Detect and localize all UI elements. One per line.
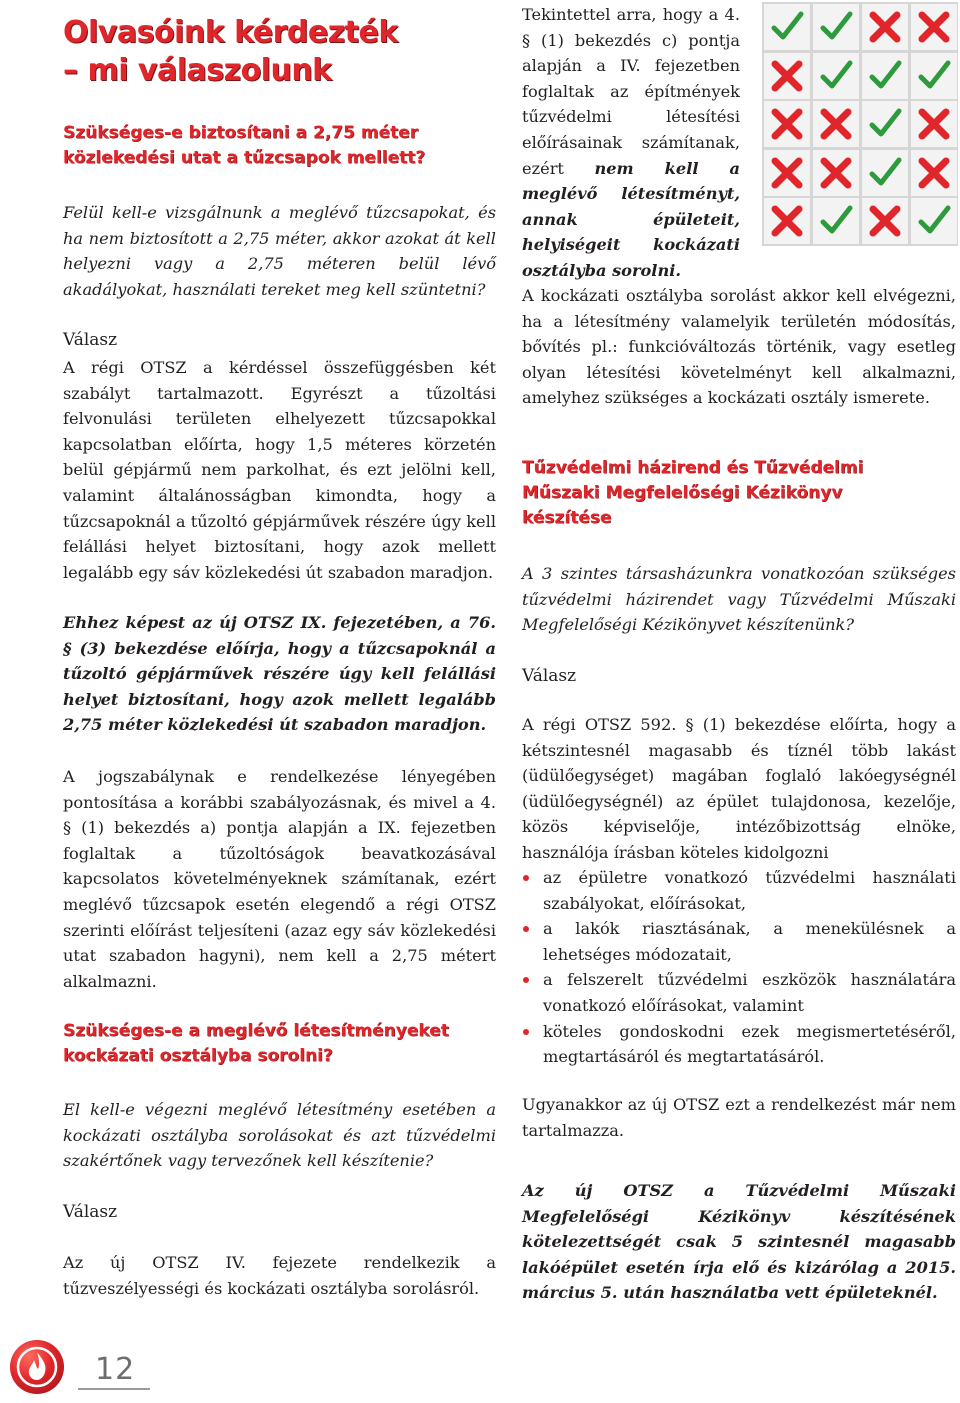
q1-question: Felül kell-e vizsgálnunk a meglévő tűzcsapokat, és ha nem biztosított a 2,75 méter, akkor azokat át kell helyezni vagy a 2,75 méteren belül lévő akadályokat, használati tereket meg kell szüntetni? [63,203,496,299]
list-item: az épületre vonatkozó tűzvédelmi használati szabályokat, előírásokat, [522,865,956,916]
grid-cell [764,198,810,244]
cross-icon [865,201,905,241]
footer-rule [78,1388,150,1390]
q2-answer-paragraph-2 [522,2,740,284]
cross-icon [816,104,856,144]
grid-cell [862,101,908,147]
cross-icon [767,153,807,193]
grid-cell [911,150,957,196]
grid-cell [764,4,810,50]
page-title-line1: Olvasóink kérdezték [63,15,398,50]
cross-icon [914,153,954,193]
q1-answer-paragraph-2: Ehhez képest az új OTSZ IX. fejezetében, a 76. § (3) bekezdése előírja, hogy a tűzcsapoknál a tűzoltó gépjárművek részére úgy kell felállási helyet biztosítani, hogy azok mellett legalább 2,75 méter közlekedési út szabadon maradjon. [63,613,496,735]
q3-bullet-list [522,865,956,1070]
cross-icon [914,7,954,47]
grid-cell [911,198,957,244]
grid-cell [813,4,859,50]
q3-answer-paragraph-3: Az új OTSZ a Tűzvédelmi Műszaki Megfelelőségi Kézikönyv készítésének kötelezettségét csak 5 szintesnél magasabb lakóépület esetén írja elő és kizárólag a 2015. március 5. után használatba vett épületeknél. [522,1181,956,1303]
q3-answer-paragraph-2: Ugyanakkor az új OTSZ ezt a rendelkezést már nem tartalmazza. [522,1095,956,1140]
grid-cell [813,198,859,244]
q2-question: El kell-e végezni meglévő létesítmény esetében a kockázati osztályba sorolásokat és azt tűzvédelmi szakértőnek vagy tervezőnek kell készítenie? [63,1100,496,1171]
grid-cell [813,101,859,147]
grid-cell [911,101,957,147]
q3-heading: Tűzvédelmi házirend és Tűzvédelmi Műszaki Megfelelőségi Kézikönyv készítése [522,458,864,528]
grid-cell [764,53,810,99]
grid-cell [813,150,859,196]
page-title [63,14,493,90]
cross-icon [767,104,807,144]
q1-heading: Szükséges-e biztosítani a 2,75 méter közlekedési utat a tűzcsapok mellett? [63,123,426,168]
grid-cell [862,150,908,196]
list-item: a lakók riasztásának, a menekülésnek a lehetséges módozatait, [522,916,956,967]
cross-icon [816,153,856,193]
check-icon [816,7,856,47]
grid-cell [813,53,859,99]
flame-icon [10,1340,64,1394]
grid-cell [911,53,957,99]
q2-answer-label: Válasz [63,1202,118,1222]
q2-answer-paragraph-3: A kockázati osztályba sorolást akkor kell elvégezni, ha a létesítmény valamelyik területén módosítás, bővítés pl.: funkcióváltozás történik, vagy esetleg olyan létesítési követelményt kell alkalmazni, amelyhez szükséges a kockázati osztály ismerete. [522,286,956,408]
q1-answer-paragraph-1: A régi OTSZ a kérdéssel összefüggésben két szabályt tartalmazott. Egyrészt a tűzoltási felvonulási területen elhelyezett tűzcsapokkal kapcsolatban előírta, hogy 1,5 méteres körzetén belül gépjármű nem parkolhat, és ezt jelölni kell, valamint általánosságban kimondta, hogy a tűzcsapoknál a tűzoltó gépjárművek részére úgy kell felállási helyet biztosítani, hogy azok mellett legalább egy sáv közlekedési út szabadon maradjon. [63,358,496,582]
check-icon [914,201,954,241]
check-cross-illustration [762,2,958,246]
check-icon [865,56,905,96]
cross-icon [767,201,807,241]
check-icon [816,201,856,241]
cross-icon [865,7,905,47]
list-item: köteles gondoskodni ezek megismertetéséről, megtartásáról és megtartatásáról. [522,1019,956,1070]
grid-cell [764,101,810,147]
page-title-line2: – mi válaszolunk [63,53,332,88]
q3-question: A 3 szintes társasházunkra vonatkozóan szükséges tűzvédelmi házirendet vagy Tűzvédelmi Műszaki Megfelelőségi Kézikönyvet készítenünk? [522,564,956,635]
check-icon [914,56,954,96]
grid-cell [862,53,908,99]
grid-cell [764,150,810,196]
check-icon [865,104,905,144]
q2-answer-paragraph-2-emphasis: nem kell a meglévő létesítményt, annak épületeit, helyiségeit kockázati osztályba sorolni. [522,158,740,280]
check-icon [865,153,905,193]
q2-answer-paragraph-2-plain: Tekintettel arra, hogy a 4. § (1) bekezdés c) pontja alapján a IV. fejezetben foglaltak az építmények tűzvédelmi létesítési előírásainak számítanak, ezért [522,5,740,178]
page-number: 12 [95,1352,136,1387]
grid-cell [862,4,908,50]
grid-cell [862,198,908,244]
q2-heading: Szükséges-e a meglévő létesítményeket kockázati osztályba sorolni? [63,1021,449,1066]
q1-answer-paragraph-3: A jogszabálynak e rendelkezése lényegében pontosítása a korábbi szabályozásnak, és mivel a 4. § (1) bekezdés a) pontja alapján a IX. fejezetben foglaltak a tűzoltóságok beavatkozásával kapcsolatos követelményeknek számítanak, ezért meglévő tűzcsapok esetén elegendő a régi OTSZ szerinti előírást teljesíteni (azaz egy sáv közlekedési utat szabadon hagyni), nem kell a 2,75 métert alkalmazni. [63,767,496,991]
grid-cell [911,4,957,50]
check-icon [816,56,856,96]
q1-answer-label: Válasz [63,330,118,350]
q3-answer-paragraph-1: A régi OTSZ 592. § (1) bekezdése előírta, hogy a kétszintesnél magasabb és tíznél több lakást (üdülőegységet) magában foglaló lakóegységnél (üdülőegységnél) az épület tulajdonosa, kezelője, közös képviselője, intézőbizottság elnöke, használója írásban köteles kidolgozni [522,715,956,862]
flame-logo [10,1340,64,1394]
list-item: a felszerelt tűzvédelmi eszközök használatára vonatkozó előírásokat, valamint [522,967,956,1018]
q3-answer-label: Válasz [522,666,577,686]
cross-icon [767,56,807,96]
q2-answer-paragraph-1: Az új OTSZ IV. fejezete rendelkezik a tűzveszélyességi és kockázati osztályba sorolásról. [63,1253,496,1298]
cross-icon [914,104,954,144]
check-icon [767,7,807,47]
